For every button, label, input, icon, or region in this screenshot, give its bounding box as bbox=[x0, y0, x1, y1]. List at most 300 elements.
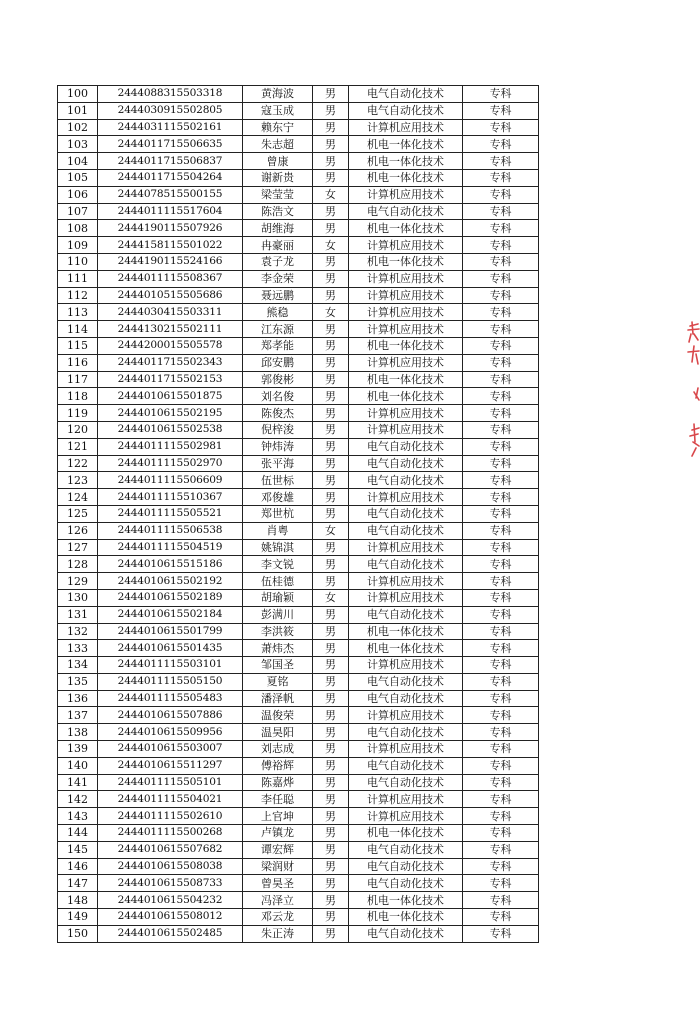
exam-id-cell: 2444010615501799 bbox=[98, 623, 243, 640]
gender-cell: 男 bbox=[313, 287, 349, 304]
exam-id-cell: 2444011115517604 bbox=[98, 203, 243, 220]
gender-cell: 男 bbox=[313, 371, 349, 388]
row-number-cell: 109 bbox=[58, 237, 98, 254]
major-cell: 计算机应用技术 bbox=[349, 270, 463, 287]
exam-id-cell: 2444158115501022 bbox=[98, 237, 243, 254]
exam-id-cell: 2444011115510367 bbox=[98, 489, 243, 506]
table-row bbox=[58, 405, 539, 422]
table-row bbox=[58, 841, 539, 858]
gender-cell: 男 bbox=[313, 825, 349, 842]
major-cell: 机电一体化技术 bbox=[349, 136, 463, 153]
level-cell: 专科 bbox=[463, 388, 539, 405]
gender-cell: 男 bbox=[313, 220, 349, 237]
row-number-cell: 145 bbox=[58, 841, 98, 858]
row-number-cell: 128 bbox=[58, 556, 98, 573]
gender-cell: 男 bbox=[313, 438, 349, 455]
table-row bbox=[58, 589, 539, 606]
student-name-cell: 温俊荣 bbox=[243, 707, 313, 724]
major-cell: 机电一体化技术 bbox=[349, 623, 463, 640]
exam-id-cell: 2444011115503101 bbox=[98, 657, 243, 674]
major-cell: 电气自动化技术 bbox=[349, 102, 463, 119]
major-cell: 计算机应用技术 bbox=[349, 791, 463, 808]
table-row bbox=[58, 858, 539, 875]
row-number-cell: 119 bbox=[58, 405, 98, 422]
gender-cell: 男 bbox=[313, 556, 349, 573]
major-cell: 机电一体化技术 bbox=[349, 169, 463, 186]
level-cell: 专科 bbox=[463, 253, 539, 270]
gender-cell: 男 bbox=[313, 405, 349, 422]
exam-id-cell: 2444011115505101 bbox=[98, 774, 243, 791]
student-name-cell: 肖粤 bbox=[243, 522, 313, 539]
exam-id-cell: 2444130215502111 bbox=[98, 321, 243, 338]
row-number-cell: 133 bbox=[58, 640, 98, 657]
gender-cell: 男 bbox=[313, 119, 349, 136]
seal-stamp-icon bbox=[672, 318, 700, 468]
gender-cell: 男 bbox=[313, 337, 349, 354]
gender-cell: 男 bbox=[313, 136, 349, 153]
student-name-cell: 傅裕辉 bbox=[243, 757, 313, 774]
table-row bbox=[58, 337, 539, 354]
student-name-cell: 倪梓浚 bbox=[243, 421, 313, 438]
exam-id-cell: 2444011115500268 bbox=[98, 825, 243, 842]
exam-id-cell: 2444190115507926 bbox=[98, 220, 243, 237]
exam-id-cell: 2444078515500155 bbox=[98, 186, 243, 203]
student-name-cell: 萧炜杰 bbox=[243, 640, 313, 657]
level-cell: 专科 bbox=[463, 741, 539, 758]
exam-id-cell: 2444010615502485 bbox=[98, 925, 243, 942]
row-number-cell: 100 bbox=[58, 86, 98, 103]
exam-id-cell: 2444200015505578 bbox=[98, 337, 243, 354]
major-cell: 机电一体化技术 bbox=[349, 371, 463, 388]
student-name-cell: 朱正涛 bbox=[243, 925, 313, 942]
gender-cell: 男 bbox=[313, 657, 349, 674]
major-cell: 电气自动化技术 bbox=[349, 690, 463, 707]
level-cell: 专科 bbox=[463, 337, 539, 354]
table-row bbox=[58, 741, 539, 758]
exam-id-cell: 2444010615502195 bbox=[98, 405, 243, 422]
table-row bbox=[58, 321, 539, 338]
major-cell: 机电一体化技术 bbox=[349, 640, 463, 657]
level-cell: 专科 bbox=[463, 841, 539, 858]
student-name-cell: 胡维海 bbox=[243, 220, 313, 237]
row-number-cell: 103 bbox=[58, 136, 98, 153]
row-number-cell: 110 bbox=[58, 253, 98, 270]
table-row bbox=[58, 673, 539, 690]
student-name-cell: 郑孝能 bbox=[243, 337, 313, 354]
exam-id-cell: 2444010615508038 bbox=[98, 858, 243, 875]
exam-id-cell: 2444011715502343 bbox=[98, 354, 243, 371]
table-row bbox=[58, 808, 539, 825]
major-cell: 机电一体化技术 bbox=[349, 220, 463, 237]
table-row bbox=[58, 690, 539, 707]
student-name-cell: 伍世标 bbox=[243, 472, 313, 489]
exam-id-cell: 2444011115506538 bbox=[98, 522, 243, 539]
row-number-cell: 137 bbox=[58, 707, 98, 724]
exam-id-cell: 2444011715506837 bbox=[98, 153, 243, 170]
major-cell: 电气自动化技术 bbox=[349, 757, 463, 774]
table-row bbox=[58, 421, 539, 438]
exam-id-cell: 2444010615501875 bbox=[98, 388, 243, 405]
student-name-cell: 伍桂德 bbox=[243, 573, 313, 590]
student-name-cell: 梁润财 bbox=[243, 858, 313, 875]
row-number-cell: 141 bbox=[58, 774, 98, 791]
exam-id-cell: 2444011715504264 bbox=[98, 169, 243, 186]
gender-cell: 男 bbox=[313, 892, 349, 909]
student-name-cell: 黄海波 bbox=[243, 86, 313, 103]
major-cell: 计算机应用技术 bbox=[349, 707, 463, 724]
level-cell: 专科 bbox=[463, 405, 539, 422]
table-row bbox=[58, 640, 539, 657]
row-number-cell: 112 bbox=[58, 287, 98, 304]
table-row bbox=[58, 438, 539, 455]
gender-cell: 女 bbox=[313, 589, 349, 606]
exam-id-cell: 2444010615502189 bbox=[98, 589, 243, 606]
major-cell: 计算机应用技术 bbox=[349, 405, 463, 422]
gender-cell: 女 bbox=[313, 522, 349, 539]
gender-cell: 男 bbox=[313, 909, 349, 926]
level-cell: 专科 bbox=[463, 724, 539, 741]
row-number-cell: 113 bbox=[58, 304, 98, 321]
student-name-cell: 邹国圣 bbox=[243, 657, 313, 674]
gender-cell: 男 bbox=[313, 388, 349, 405]
row-number-cell: 146 bbox=[58, 858, 98, 875]
major-cell: 计算机应用技术 bbox=[349, 186, 463, 203]
row-number-cell: 120 bbox=[58, 421, 98, 438]
gender-cell: 男 bbox=[313, 875, 349, 892]
level-cell: 专科 bbox=[463, 153, 539, 170]
gender-cell: 男 bbox=[313, 253, 349, 270]
exam-id-cell: 2444010615508733 bbox=[98, 875, 243, 892]
gender-cell: 男 bbox=[313, 203, 349, 220]
level-cell: 专科 bbox=[463, 875, 539, 892]
table-row bbox=[58, 522, 539, 539]
exam-id-cell: 2444010615515186 bbox=[98, 556, 243, 573]
row-number-cell: 144 bbox=[58, 825, 98, 842]
level-cell: 专科 bbox=[463, 136, 539, 153]
row-number-cell: 111 bbox=[58, 270, 98, 287]
level-cell: 专科 bbox=[463, 354, 539, 371]
level-cell: 专科 bbox=[463, 438, 539, 455]
exam-id-cell: 2444088315503318 bbox=[98, 86, 243, 103]
table-row bbox=[58, 220, 539, 237]
row-number-cell: 123 bbox=[58, 472, 98, 489]
student-name-cell: 夏铭 bbox=[243, 673, 313, 690]
gender-cell: 女 bbox=[313, 304, 349, 321]
exam-id-cell: 2444010615507886 bbox=[98, 707, 243, 724]
major-cell: 机电一体化技术 bbox=[349, 253, 463, 270]
major-cell: 电气自动化技术 bbox=[349, 438, 463, 455]
level-cell: 专科 bbox=[463, 220, 539, 237]
table-row bbox=[58, 304, 539, 321]
level-cell: 专科 bbox=[463, 505, 539, 522]
level-cell: 专科 bbox=[463, 119, 539, 136]
gender-cell: 男 bbox=[313, 489, 349, 506]
row-number-cell: 142 bbox=[58, 791, 98, 808]
student-name-cell: 温昊阳 bbox=[243, 724, 313, 741]
student-name-cell: 钟炜涛 bbox=[243, 438, 313, 455]
exam-id-cell: 2444011115505150 bbox=[98, 673, 243, 690]
table-row bbox=[58, 892, 539, 909]
exam-id-cell: 2444011115502970 bbox=[98, 455, 243, 472]
row-number-cell: 107 bbox=[58, 203, 98, 220]
exam-id-cell: 2444011715506635 bbox=[98, 136, 243, 153]
student-name-cell: 上官坤 bbox=[243, 808, 313, 825]
row-number-cell: 114 bbox=[58, 321, 98, 338]
major-cell: 计算机应用技术 bbox=[349, 741, 463, 758]
level-cell: 专科 bbox=[463, 169, 539, 186]
student-name-cell: 李任聪 bbox=[243, 791, 313, 808]
row-number-cell: 138 bbox=[58, 724, 98, 741]
exam-id-cell: 2444010615508012 bbox=[98, 909, 243, 926]
table-row bbox=[58, 472, 539, 489]
exam-id-cell: 2444190115524166 bbox=[98, 253, 243, 270]
row-number-cell: 117 bbox=[58, 371, 98, 388]
level-cell: 专科 bbox=[463, 657, 539, 674]
major-cell: 机电一体化技术 bbox=[349, 909, 463, 926]
student-name-cell: 陈浩文 bbox=[243, 203, 313, 220]
table-row bbox=[58, 539, 539, 556]
student-name-cell: 朱志超 bbox=[243, 136, 313, 153]
row-number-cell: 134 bbox=[58, 657, 98, 674]
level-cell: 专科 bbox=[463, 186, 539, 203]
level-cell: 专科 bbox=[463, 707, 539, 724]
table-row bbox=[58, 371, 539, 388]
major-cell: 电气自动化技术 bbox=[349, 875, 463, 892]
level-cell: 专科 bbox=[463, 892, 539, 909]
table-row bbox=[58, 657, 539, 674]
row-number-cell: 140 bbox=[58, 757, 98, 774]
gender-cell: 男 bbox=[313, 606, 349, 623]
row-number-cell: 131 bbox=[58, 606, 98, 623]
table-row bbox=[58, 909, 539, 926]
table-row bbox=[58, 825, 539, 842]
table-row bbox=[58, 489, 539, 506]
row-number-cell: 104 bbox=[58, 153, 98, 170]
major-cell: 电气自动化技术 bbox=[349, 925, 463, 942]
row-number-cell: 127 bbox=[58, 539, 98, 556]
gender-cell: 男 bbox=[313, 640, 349, 657]
exam-id-cell: 2444010615503007 bbox=[98, 741, 243, 758]
row-number-cell: 125 bbox=[58, 505, 98, 522]
row-number-cell: 143 bbox=[58, 808, 98, 825]
gender-cell: 男 bbox=[313, 153, 349, 170]
gender-cell: 男 bbox=[313, 690, 349, 707]
gender-cell: 男 bbox=[313, 757, 349, 774]
exam-id-cell: 2444010615511297 bbox=[98, 757, 243, 774]
gender-cell: 女 bbox=[313, 237, 349, 254]
major-cell: 电气自动化技术 bbox=[349, 673, 463, 690]
major-cell: 电气自动化技术 bbox=[349, 724, 463, 741]
student-name-cell: 谭宏辉 bbox=[243, 841, 313, 858]
exam-id-cell: 2444031115502161 bbox=[98, 119, 243, 136]
gender-cell: 男 bbox=[313, 455, 349, 472]
major-cell: 电气自动化技术 bbox=[349, 472, 463, 489]
exam-id-cell: 2444011115505483 bbox=[98, 690, 243, 707]
major-cell: 电气自动化技术 bbox=[349, 774, 463, 791]
level-cell: 专科 bbox=[463, 791, 539, 808]
row-number-cell: 135 bbox=[58, 673, 98, 690]
level-cell: 专科 bbox=[463, 522, 539, 539]
table-row bbox=[58, 573, 539, 590]
table-row bbox=[58, 186, 539, 203]
major-cell: 计算机应用技术 bbox=[349, 539, 463, 556]
exam-id-cell: 2444011715502153 bbox=[98, 371, 243, 388]
level-cell: 专科 bbox=[463, 472, 539, 489]
exam-id-cell: 2444010615509956 bbox=[98, 724, 243, 741]
exam-id-cell: 2444011115504021 bbox=[98, 791, 243, 808]
gender-cell: 男 bbox=[313, 86, 349, 103]
student-name-cell: 聂远鹏 bbox=[243, 287, 313, 304]
gender-cell: 男 bbox=[313, 774, 349, 791]
table-row bbox=[58, 925, 539, 942]
exam-id-cell: 2444010615502538 bbox=[98, 421, 243, 438]
student-name-cell: 邓俊雄 bbox=[243, 489, 313, 506]
student-name-cell: 李金荣 bbox=[243, 270, 313, 287]
table-row bbox=[58, 505, 539, 522]
student-name-cell: 李文锐 bbox=[243, 556, 313, 573]
gender-cell: 男 bbox=[313, 741, 349, 758]
student-name-cell: 曾昊圣 bbox=[243, 875, 313, 892]
major-cell: 电气自动化技术 bbox=[349, 606, 463, 623]
level-cell: 专科 bbox=[463, 539, 539, 556]
row-number-cell: 106 bbox=[58, 186, 98, 203]
table-row bbox=[58, 455, 539, 472]
gender-cell: 男 bbox=[313, 707, 349, 724]
table-row bbox=[58, 623, 539, 640]
row-number-cell: 102 bbox=[58, 119, 98, 136]
student-name-cell: 刘志成 bbox=[243, 741, 313, 758]
major-cell: 电气自动化技术 bbox=[349, 841, 463, 858]
table-row bbox=[58, 153, 539, 170]
major-cell: 机电一体化技术 bbox=[349, 337, 463, 354]
student-name-cell: 冉豪丽 bbox=[243, 237, 313, 254]
major-cell: 电气自动化技术 bbox=[349, 505, 463, 522]
student-name-cell: 曾康 bbox=[243, 153, 313, 170]
row-number-cell: 148 bbox=[58, 892, 98, 909]
exam-id-cell: 2444011115504519 bbox=[98, 539, 243, 556]
table-row bbox=[58, 388, 539, 405]
student-name-cell: 谢新贵 bbox=[243, 169, 313, 186]
level-cell: 专科 bbox=[463, 573, 539, 590]
level-cell: 专科 bbox=[463, 489, 539, 506]
student-name-cell: 姚锦淇 bbox=[243, 539, 313, 556]
gender-cell: 男 bbox=[313, 321, 349, 338]
level-cell: 专科 bbox=[463, 858, 539, 875]
exam-id-cell: 2444011115502981 bbox=[98, 438, 243, 455]
table-row bbox=[58, 136, 539, 153]
row-number-cell: 118 bbox=[58, 388, 98, 405]
gender-cell: 男 bbox=[313, 623, 349, 640]
major-cell: 机电一体化技术 bbox=[349, 825, 463, 842]
row-number-cell: 150 bbox=[58, 925, 98, 942]
gender-cell: 男 bbox=[313, 925, 349, 942]
major-cell: 机电一体化技术 bbox=[349, 892, 463, 909]
row-number-cell: 139 bbox=[58, 741, 98, 758]
major-cell: 电气自动化技术 bbox=[349, 858, 463, 875]
row-number-cell: 124 bbox=[58, 489, 98, 506]
row-number-cell: 132 bbox=[58, 623, 98, 640]
level-cell: 专科 bbox=[463, 421, 539, 438]
gender-cell: 男 bbox=[313, 421, 349, 438]
level-cell: 专科 bbox=[463, 321, 539, 338]
level-cell: 专科 bbox=[463, 606, 539, 623]
table-row bbox=[58, 707, 539, 724]
table-row bbox=[58, 791, 539, 808]
level-cell: 专科 bbox=[463, 203, 539, 220]
exam-id-cell: 2444030915502805 bbox=[98, 102, 243, 119]
major-cell: 电气自动化技术 bbox=[349, 455, 463, 472]
row-number-cell: 121 bbox=[58, 438, 98, 455]
gender-cell: 男 bbox=[313, 573, 349, 590]
table-row bbox=[58, 203, 539, 220]
exam-id-cell: 2444011115508367 bbox=[98, 270, 243, 287]
level-cell: 专科 bbox=[463, 757, 539, 774]
exam-id-cell: 2444030415503311 bbox=[98, 304, 243, 321]
major-cell: 计算机应用技术 bbox=[349, 421, 463, 438]
student-name-cell: 陈嘉烨 bbox=[243, 774, 313, 791]
level-cell: 专科 bbox=[463, 623, 539, 640]
major-cell: 计算机应用技术 bbox=[349, 237, 463, 254]
table-row bbox=[58, 724, 539, 741]
level-cell: 专科 bbox=[463, 556, 539, 573]
table-row bbox=[58, 606, 539, 623]
major-cell: 电气自动化技术 bbox=[349, 86, 463, 103]
level-cell: 专科 bbox=[463, 774, 539, 791]
student-name-cell: 陈俊杰 bbox=[243, 405, 313, 422]
row-number-cell: 101 bbox=[58, 102, 98, 119]
level-cell: 专科 bbox=[463, 102, 539, 119]
row-number-cell: 129 bbox=[58, 573, 98, 590]
exam-id-cell: 2444010515505686 bbox=[98, 287, 243, 304]
row-number-cell: 115 bbox=[58, 337, 98, 354]
student-name-cell: 胡瑜颖 bbox=[243, 589, 313, 606]
student-name-cell: 郑世杭 bbox=[243, 505, 313, 522]
major-cell: 计算机应用技术 bbox=[349, 589, 463, 606]
gender-cell: 男 bbox=[313, 169, 349, 186]
table-row bbox=[58, 253, 539, 270]
student-name-cell: 邱安鹏 bbox=[243, 354, 313, 371]
gender-cell: 男 bbox=[313, 841, 349, 858]
major-cell: 计算机应用技术 bbox=[349, 304, 463, 321]
student-name-cell: 梁莹莹 bbox=[243, 186, 313, 203]
major-cell: 机电一体化技术 bbox=[349, 388, 463, 405]
gender-cell: 男 bbox=[313, 808, 349, 825]
student-name-cell: 卢镇龙 bbox=[243, 825, 313, 842]
level-cell: 专科 bbox=[463, 640, 539, 657]
table-row bbox=[58, 556, 539, 573]
exam-id-cell: 2444011115502610 bbox=[98, 808, 243, 825]
student-name-cell: 熊稳 bbox=[243, 304, 313, 321]
gender-cell: 女 bbox=[313, 186, 349, 203]
table-row bbox=[58, 757, 539, 774]
major-cell: 计算机应用技术 bbox=[349, 321, 463, 338]
level-cell: 专科 bbox=[463, 455, 539, 472]
level-cell: 专科 bbox=[463, 270, 539, 287]
major-cell: 计算机应用技术 bbox=[349, 119, 463, 136]
student-name-cell: 潘泽帆 bbox=[243, 690, 313, 707]
row-number-cell: 149 bbox=[58, 909, 98, 926]
table-row bbox=[58, 86, 539, 103]
row-number-cell: 116 bbox=[58, 354, 98, 371]
gender-cell: 男 bbox=[313, 724, 349, 741]
major-cell: 计算机应用技术 bbox=[349, 657, 463, 674]
gender-cell: 男 bbox=[313, 102, 349, 119]
student-name-cell: 寇玉成 bbox=[243, 102, 313, 119]
exam-id-cell: 2444010615502192 bbox=[98, 573, 243, 590]
level-cell: 专科 bbox=[463, 86, 539, 103]
gender-cell: 男 bbox=[313, 539, 349, 556]
table-row bbox=[58, 270, 539, 287]
